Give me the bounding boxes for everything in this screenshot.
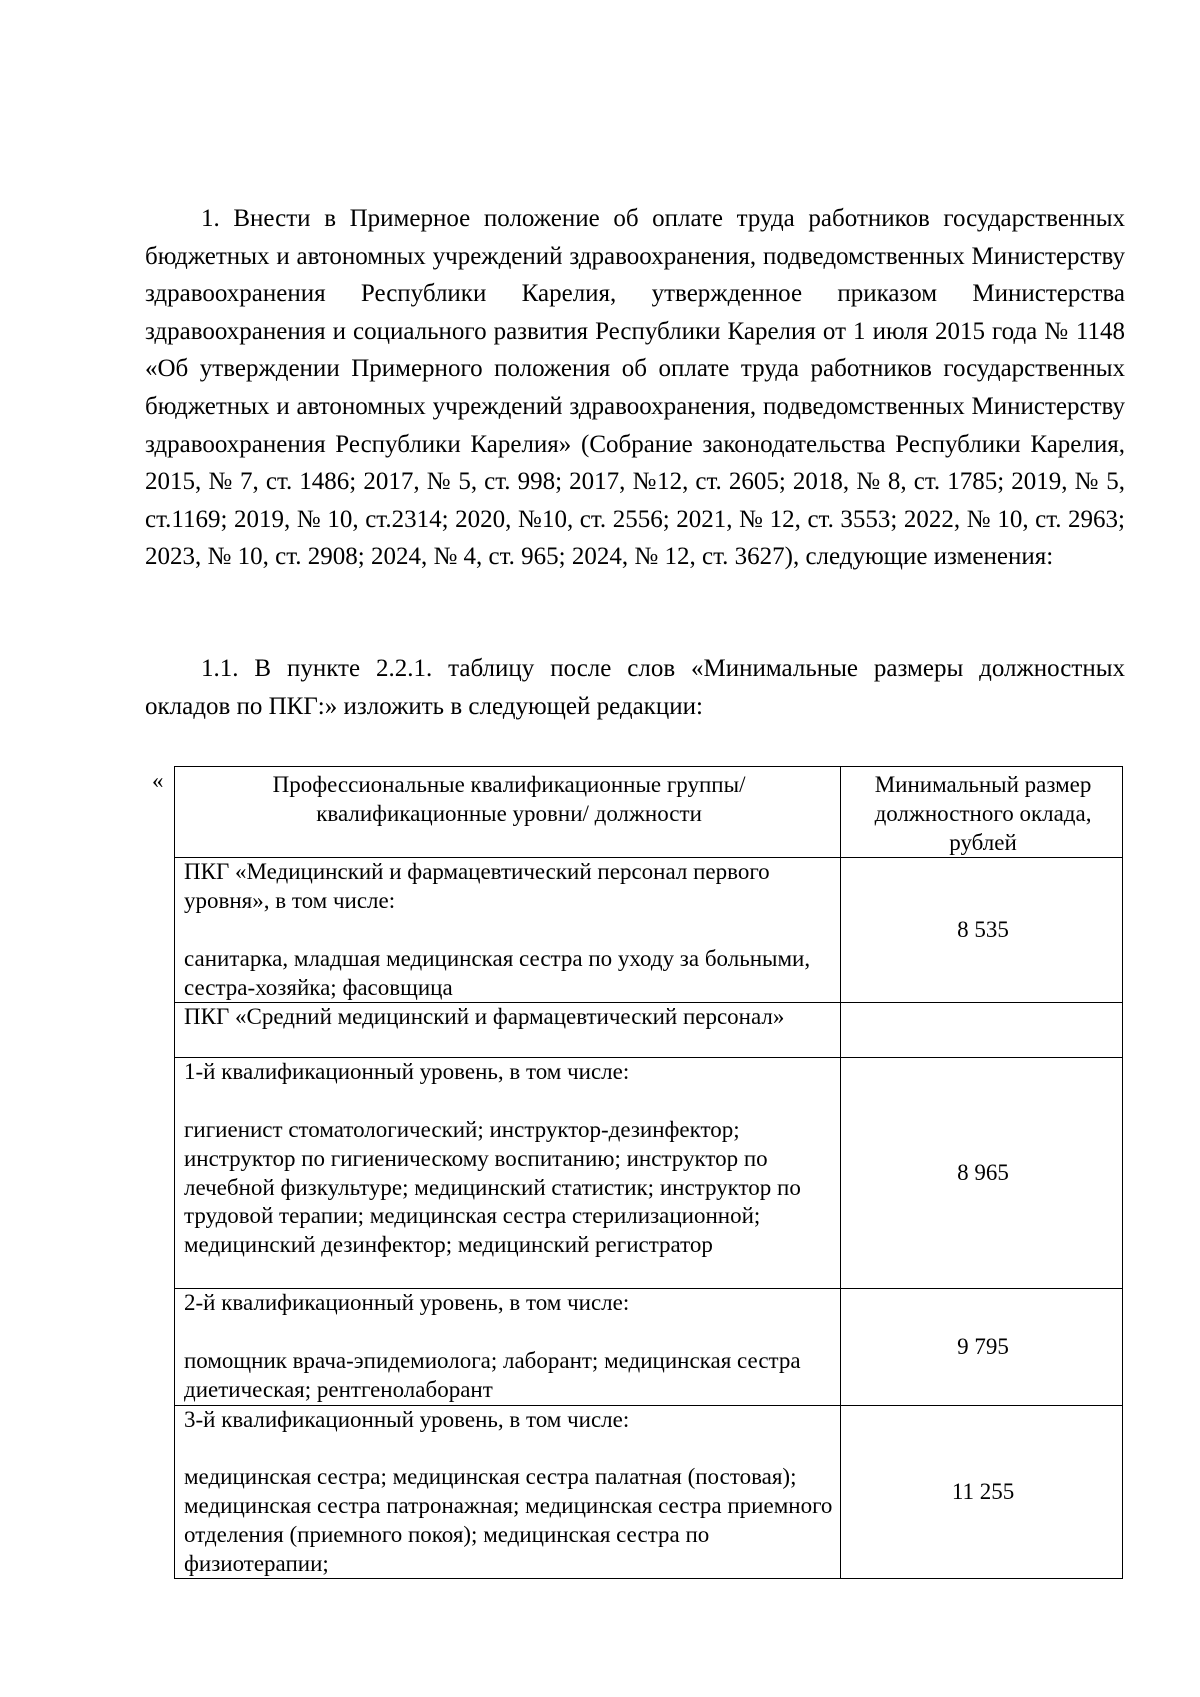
level-title: 1-й квалификационный уровень, в том числе: bbox=[184, 1059, 630, 1085]
salary-value: 8 965 bbox=[841, 1058, 1123, 1289]
table-row bbox=[175, 1289, 1123, 1405]
table-row-description bbox=[175, 1289, 841, 1405]
table-row bbox=[175, 1058, 1123, 1289]
salary-value bbox=[841, 1003, 1123, 1058]
group-title: ПКГ «Медицинский и фармацевтический персонал первого уровня», в том числе: bbox=[184, 859, 770, 914]
paragraph-amendment-1: 1. Внести в Примерное положение об оплате труда работников государственных бюджетных и автономных учреждений здравоохранения, подведомственных Министерству здравоохранения Республики Карелия, утвержденное приказом Министерства здравоохранения и социального развития Республики Карелия от 1 июля 2015 года № 1148 «Об утверждении Примерного положения об оплате труда работников государственных бюджетных и автономных учреждений здравоохранения, подведомственных Министерству здравоохранения Республики Карелия» (Собрание законодательства Республики Карелия, 2015, № 7, ст. 1486; 2017, № 5, ст. 998; 2017, №12, ст. 2605; 2018, № 8, ст. 1785; 2019, № 5, ст.1169; 2019, № 10, ст.2314; 2020, №10, ст. 2556; 2021, № 12, ст. 3553; 2022, № 10, ст. 2963; 2023, № 10, ст. 2908; 2024, № 4, ст. 965; 2024, № 12, ст. 3627), следующие изменения: bbox=[145, 205, 1125, 571]
table-row-description bbox=[175, 1405, 841, 1579]
level-positions: помощник врача-эпидемиолога; лаборант; медицинская сестра диетическая; рентгенолаборант bbox=[184, 1347, 801, 1402]
table-row bbox=[175, 1003, 1123, 1058]
header-groups-cell: Профессиональные квалификационные группы/ квалификационные уровни/ должности bbox=[175, 767, 841, 858]
group-title: ПКГ «Средний медицинский и фармацевтический персонал» bbox=[184, 1004, 785, 1030]
salary-table bbox=[174, 766, 1123, 1579]
level-title: 2-й квалификационный уровень, в том числе: bbox=[184, 1290, 630, 1316]
table-row-description bbox=[175, 858, 841, 1003]
paragraph-amendment-1-1: 1.1. В пункте 2.2.1. таблицу после слов «Минимальные размеры должностных окладов по ПКГ:» изложить в следующей редакции: bbox=[145, 655, 1125, 720]
table-row bbox=[175, 1405, 1123, 1579]
group-positions: санитарка, младшая медицинская сестра по уходу за больными, сестра-хозяйка; фасовщица bbox=[184, 945, 811, 1000]
table-row bbox=[175, 858, 1123, 1003]
level-title: 3-й квалификационный уровень, в том числе: bbox=[184, 1406, 630, 1432]
table-row-description bbox=[175, 1058, 841, 1289]
table-header-row bbox=[175, 767, 1123, 858]
salary-value: 11 255 bbox=[841, 1405, 1123, 1579]
header-salary-cell: Минимальный размер должностного оклада, рублей bbox=[841, 767, 1123, 858]
salary-value: 9 795 bbox=[841, 1289, 1123, 1405]
salary-value: 8 535 bbox=[841, 858, 1123, 1003]
level-positions: гигиенист стоматологический; инструктор-дезинфектор; инструктор по гигиеническому воспитанию; инструктор по лечебной физкультуре; медицинский статистик; инструктор по трудовой терапии; медицинская сестра стерилизационной; медицинский дезинфектор; медицинский регистратор bbox=[184, 1116, 801, 1258]
table-row-description bbox=[175, 1003, 841, 1058]
table-open-quote: « bbox=[152, 768, 164, 793]
level-positions: медицинская сестра; медицинская сестра палатная (постовая); медицинская сестра патронажная; медицинская сестра приемного отделения (приемного покоя); медицинская сестра по физиотерапии; bbox=[184, 1464, 833, 1576]
